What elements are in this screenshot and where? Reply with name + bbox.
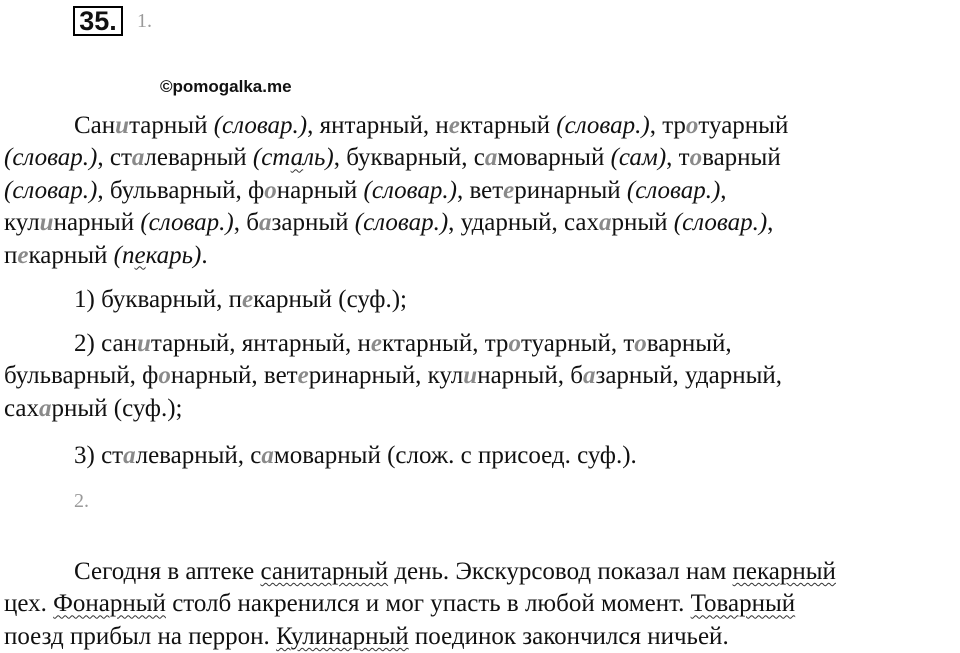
paragraph-line: (словар.), сталеварный (сталь), букварный, самоварный (сам), товарный — [4, 144, 781, 172]
paragraph-line: Сегодня в аптеке санитарный день. Экскурсовод показал нам пекарный — [74, 558, 836, 585]
paragraph-line: Санитарный (словар.), янтарный, нектарный (словар.), тротуарный — [74, 112, 789, 139]
watermark-text: ©pomogalka.me — [160, 77, 292, 96]
list-item-3: 3) сталеварный, самоварный (слож. с присоед. суф.). — [74, 442, 637, 469]
paragraph-line: поезд прибыл на перрон. Кулинарный поединок закончился ничьей. — [4, 622, 729, 650]
paragraph-line: кулинарный (словар.), базарный (словар.), ударный, сахарный (словар.), — [4, 209, 774, 237]
list-item-1: 1) букварный, пекарный (суф.); — [74, 286, 407, 313]
paragraph-line: цех. Фонарный столб накренился и мог упасть в любой момент. Товарный — [4, 590, 796, 618]
paragraph-line: пекарный (пекарь). — [4, 241, 208, 269]
part-2-label: 2. — [74, 490, 89, 512]
word-list-paragraph — [4, 110, 956, 272]
exercise-number: 35. — [73, 6, 123, 36]
sentences-paragraph — [4, 556, 956, 653]
list-item-2: 2) санитарный, янтарный, нектарный, тротуарный, товарный, бульварный, фонарный, ветеринарный, кулинарный, базарный, ударный, сахарный (суф.); — [4, 330, 783, 422]
paragraph-line: (словар.), бульварный, фонарный (словар.), ветеринарный (словар.), — [4, 176, 727, 204]
part-1-label: 1. — [137, 10, 152, 32]
